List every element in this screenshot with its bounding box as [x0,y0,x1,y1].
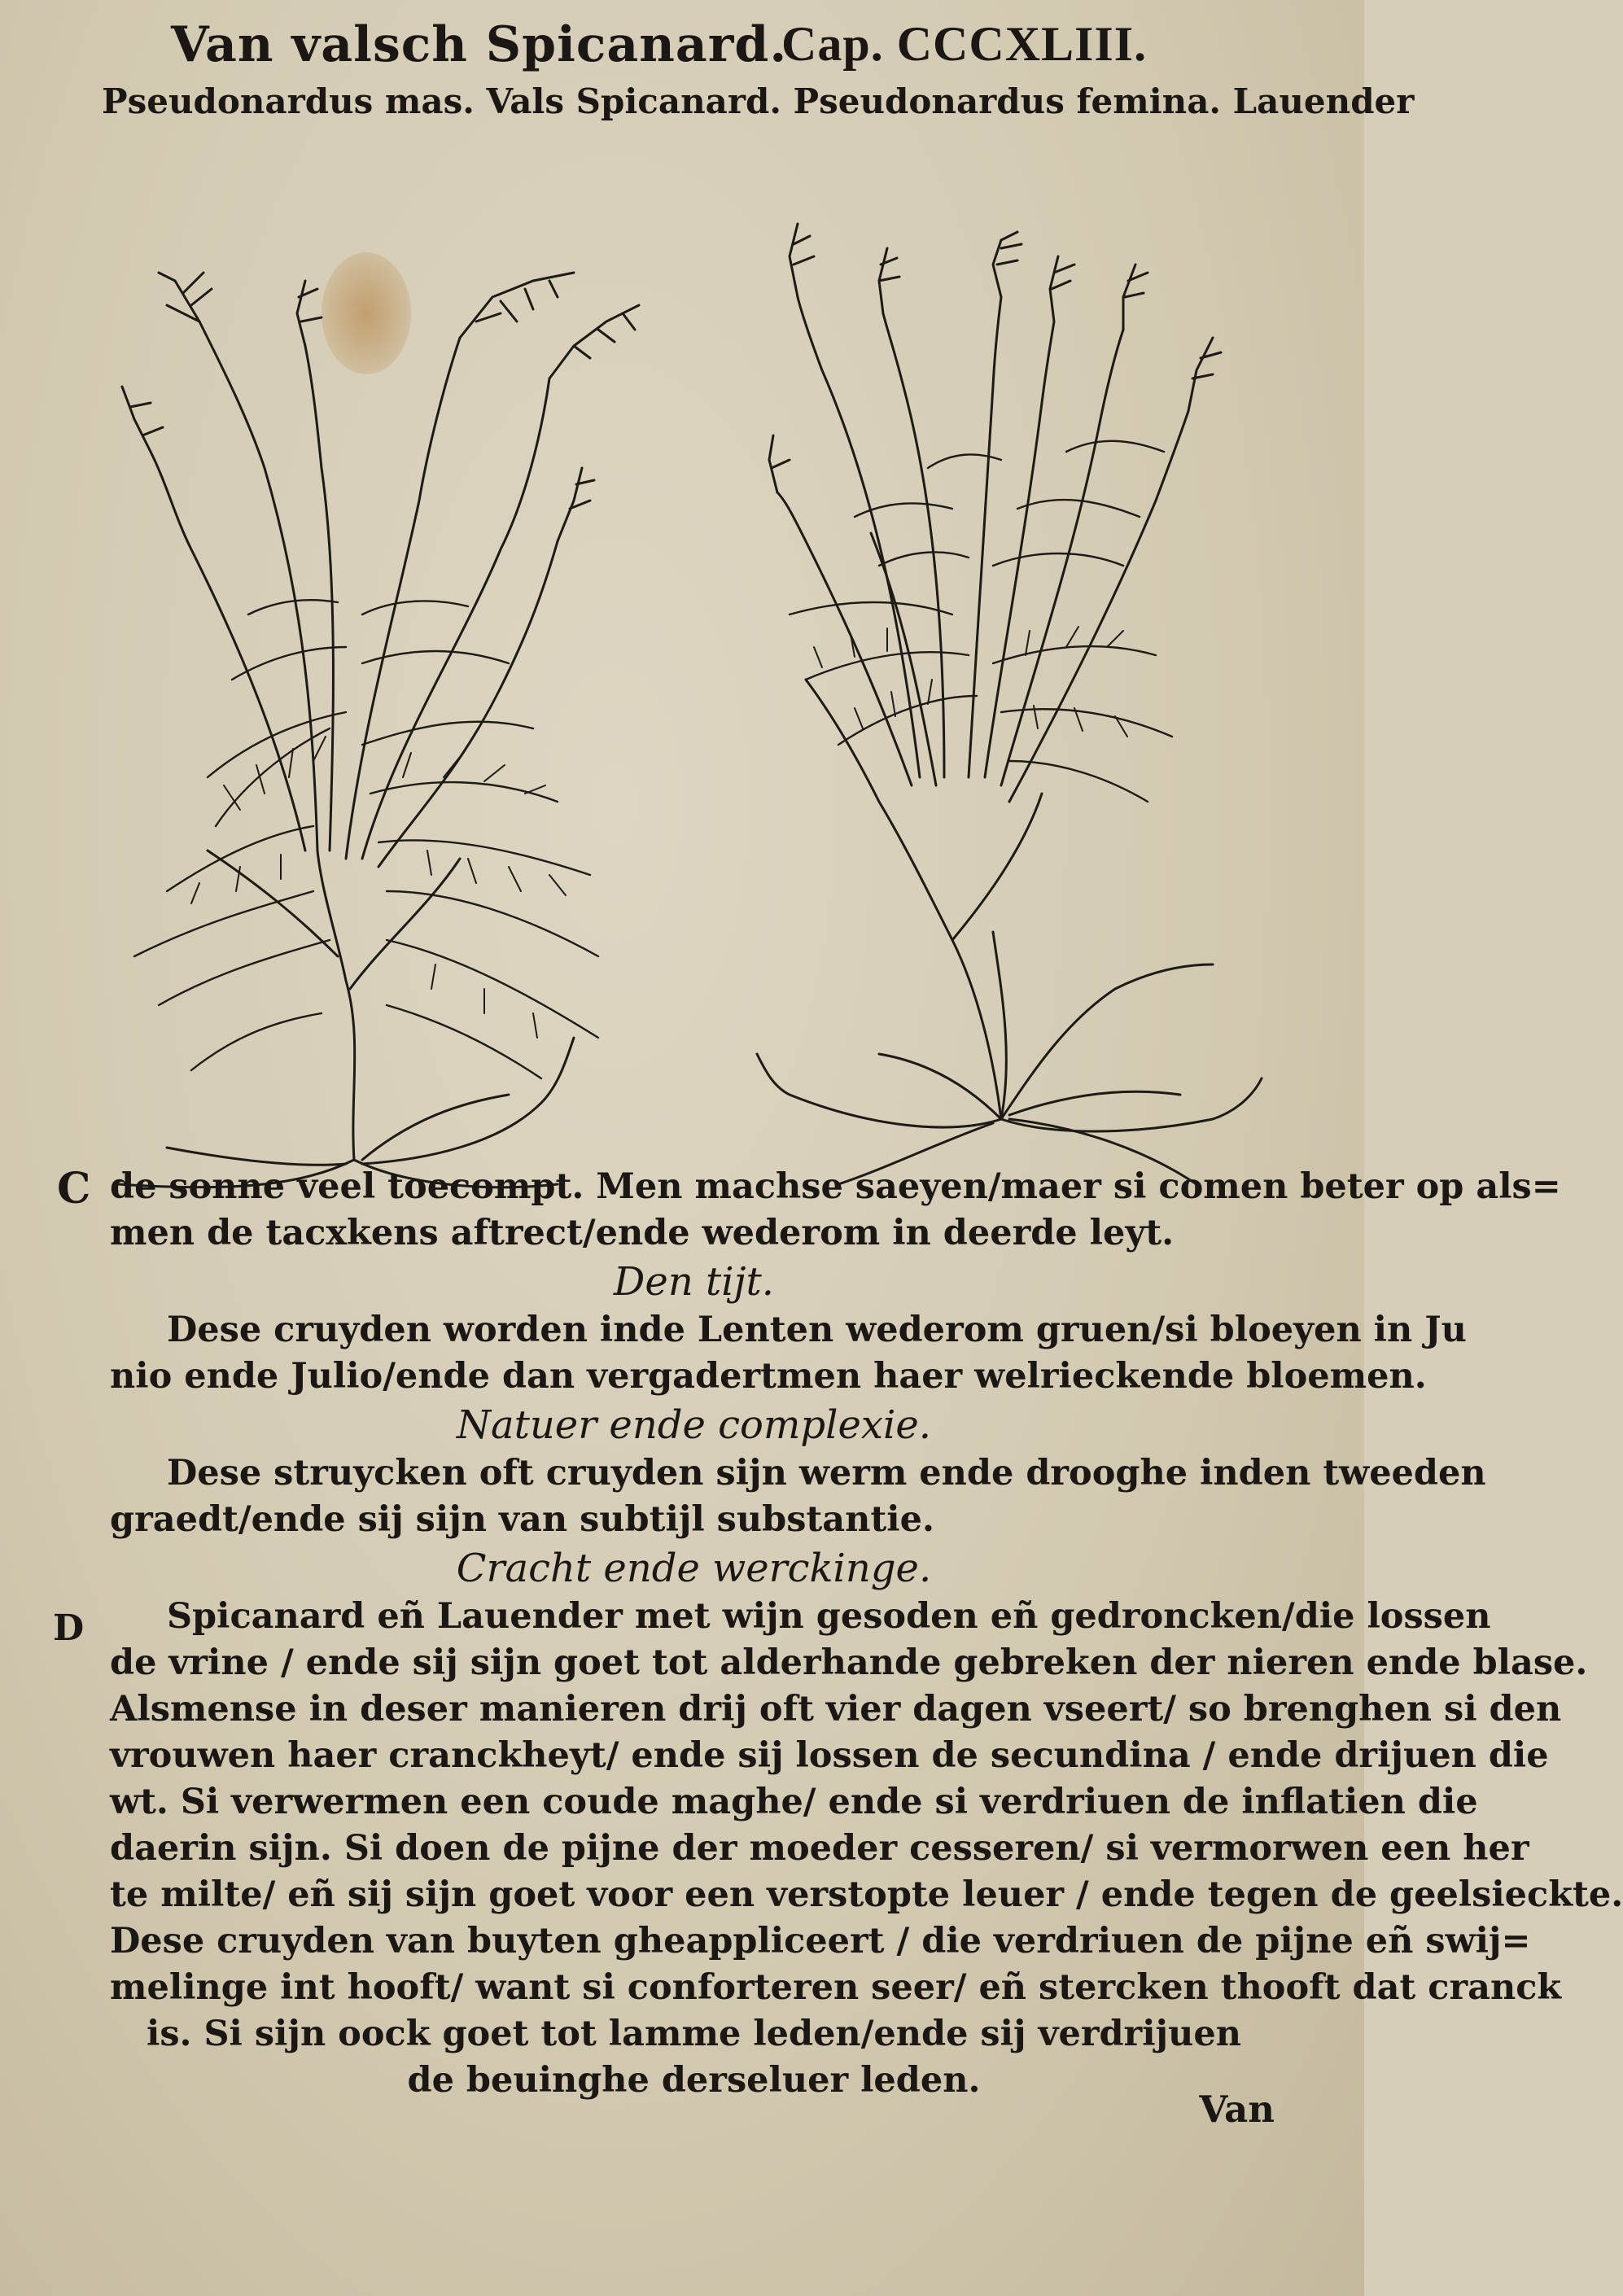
text-line: Alsmense in deser manieren drij oft vier dagen vseert/ so brenghen si den [110,1689,1562,1730]
text-line: nio ende Julio/ende dan vergadertmen haer welrieckende bloemen. [110,1356,1427,1397]
text-line: vrouwen haer cranckheyt/ ende sij lossen de secundina / ende drijuen die [110,1735,1549,1776]
text-line: de vrine / ende sij sijn goet tot alderhande gebreken der nieren ende blase. [110,1642,1588,1683]
marginal-letter-c: C [57,1164,91,1214]
catchword: Van [1199,2088,1275,2131]
section-c-text [110,1164,1623,2104]
marginal-letter-d: D [53,1607,85,1649]
text-line: melinge int hooft/ want si conforteren seer/ eñ stercken thooft dat cranck [110,1967,1562,2008]
text-line: is. Si sijn oock goet tot lamme leden/ende sij verdrijuen [147,2014,1241,2054]
text-line: Spicanard eñ Lauender met wijn gesoden eñ gedroncken/die lossen [167,1596,1491,1637]
text-line: men de tacxkens aftrect/ende wederom in deerde leyt. [110,1213,1175,1253]
text-line: graedt/ende sij sijn van subtijl substantie. [110,1499,934,1540]
text-line: de sonne veel toecompt. Men machse saeyen/maer si comen beter op als= [110,1166,1561,1207]
running-head-right: Cap. CCCXLIII. [781,17,1148,71]
running-head-left: Van valsch Spicanard. [171,16,788,73]
heading-den-tijt: Den tijt. [613,1259,775,1305]
text-line: wt. Si verwermen een coude maghe/ ende si verdriuen de inflatien die [110,1782,1478,1822]
text-line: te milte/ eñ sij sijn goet voor een verstopte leuer / ende tegen de geelsieckte. [110,1874,1623,1915]
text-line: Dese cruyden worden inde Lenten wederom gruen/si bloeyen in Ju [167,1310,1467,1350]
heading-natuer: Natuer ende complexie. [456,1402,931,1448]
text-line: Dese cruyden van buyten gheappliceert / die verdriuen de pijne eñ swij= [110,1921,1531,1961]
text-line: Dese struycken oft cruyden sijn werm ende drooghe inden tweeden [167,1453,1486,1493]
text-line: de beuinghe derseluer leden. [407,2060,981,2101]
heading-cracht: Cracht ende werckinge. [456,1546,932,1591]
woodcut-pseudonardus-femina-lavender-plant-icon [757,159,1262,1135]
text-line: daerin sijn. Si doen de pijne der moeder cesseren/ si vermorwen een her [110,1828,1529,1869]
woodcut-pseudonardus-mas-plant-icon [118,159,663,1135]
figure-caption: Pseudonardus mas. Vals Spicanard. Pseudonardus femina. Lauender [102,81,1415,121]
